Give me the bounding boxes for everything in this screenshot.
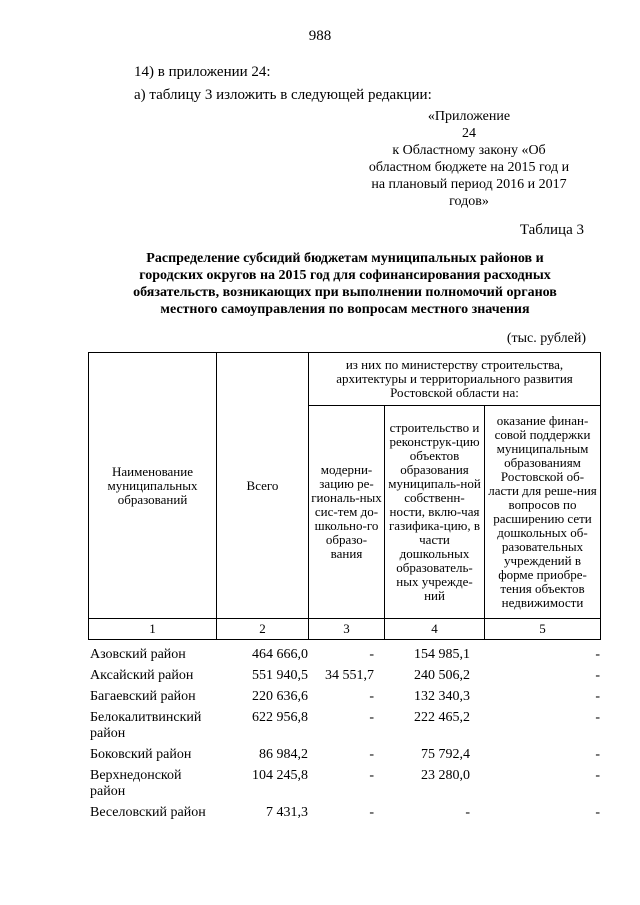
row-total: 7 431,3 <box>266 805 308 820</box>
row-construction: 240 506,2 <box>414 668 470 683</box>
row-financial-support: - <box>595 668 600 683</box>
row-total: 104 245,8 <box>252 768 308 783</box>
appendix-line: на плановый период 2016 и 2017 <box>371 177 567 192</box>
row-financial-support: - <box>595 647 600 662</box>
row-name: Азовский район <box>90 647 186 662</box>
row-total: 551 940,5 <box>252 668 308 683</box>
title-line: Распределение субсидий бюджетам муниципальных районов и <box>146 251 544 266</box>
appendix-reference <box>356 108 582 210</box>
header-modernization: модерни-зацию ре-гиональ-ных сис-тем до-школьно-го образо-вания <box>309 406 385 619</box>
row-name: Аксайский район <box>90 668 194 683</box>
table-row <box>88 647 600 668</box>
row-name: Верхнедонской район <box>90 768 182 799</box>
row-modernization: - <box>369 768 374 783</box>
table-row <box>88 805 600 826</box>
row-modernization: - <box>369 689 374 704</box>
row-modernization: - <box>369 805 374 820</box>
column-number: 2 <box>217 619 309 640</box>
row-name: Багаевский район <box>90 689 196 704</box>
row-construction: 132 340,3 <box>414 689 470 704</box>
row-total: 86 984,2 <box>259 747 308 762</box>
table-row <box>88 689 600 710</box>
row-construction: 222 465,2 <box>414 710 470 725</box>
column-number: 4 <box>385 619 485 640</box>
row-name: Веселовский район <box>90 805 206 820</box>
appendix-line: к Областному закону «Об <box>392 143 546 158</box>
header-ministry-group: из них по министерству строительства, архитектуры и территориального развития Ростовской области на: <box>309 353 601 406</box>
column-number: 3 <box>309 619 385 640</box>
row-financial-support: - <box>595 805 600 820</box>
row-construction: 23 280,0 <box>421 768 470 783</box>
appendix-line: годов» <box>449 194 489 209</box>
table-label: Таблица 3 <box>519 222 584 238</box>
header-municipality: Наименование муниципальных образований <box>89 353 217 619</box>
row-name: Боковский район <box>90 747 192 762</box>
row-modernization: 34 551,7 <box>325 668 374 683</box>
appendix-line: «Приложение <box>427 109 511 124</box>
row-modernization: - <box>369 710 374 725</box>
row-construction: 75 792,4 <box>421 747 470 762</box>
page-number: 988 <box>308 28 332 44</box>
row-construction: - <box>465 805 470 820</box>
row-total: 464 666,0 <box>252 647 308 662</box>
row-financial-support: - <box>595 710 600 725</box>
table-row <box>88 768 600 805</box>
table-row <box>88 747 600 768</box>
row-construction: 154 985,1 <box>414 647 470 662</box>
appendix-line: областном бюджете на 2015 год и <box>368 160 570 175</box>
header-total: Всего <box>217 353 309 619</box>
header-construction: строительство и реконструк-цию объектов образования муниципаль-ной собственн-ности, вклю-чая газифика-цию, в части дошкольных образователь-ных учрежде-ний <box>385 406 485 619</box>
amendment-paragraph-14: 14) в приложении 24: <box>134 64 271 80</box>
header-financial-support: оказание финан-совой поддержки муниципальным образованиям Ростовской об-ласти для реше-ния вопросов по расширению сети дошкольных об-разовательных учреждений в форме приобре-тения объектов недвижимости <box>485 406 601 619</box>
table-body <box>88 647 600 826</box>
table-row <box>88 710 600 747</box>
row-financial-support: - <box>595 747 600 762</box>
row-name: Белокалитвинский район <box>90 710 202 741</box>
row-total: 220 636,6 <box>252 689 308 704</box>
appendix-line: 24 <box>462 126 476 141</box>
row-financial-support: - <box>595 689 600 704</box>
units-label: (тыс. рублей) <box>506 331 586 346</box>
amendment-subparagraph-a: а) таблицу 3 изложить в следующей редакции: <box>134 87 432 103</box>
table-header <box>88 352 601 640</box>
column-number: 5 <box>485 619 601 640</box>
title-line: местного самоуправления по вопросам местного значения <box>160 302 530 317</box>
row-total: 622 956,8 <box>252 710 308 725</box>
title-line: городских округов на 2015 год для софинансирования расходных <box>139 268 551 283</box>
table-row <box>88 668 600 689</box>
title-line: обязательств, возникающих при выполнении полномочий органов <box>133 285 557 300</box>
row-modernization: - <box>369 747 374 762</box>
table-title <box>100 250 590 318</box>
row-modernization: - <box>369 647 374 662</box>
column-number: 1 <box>89 619 217 640</box>
row-financial-support: - <box>595 768 600 783</box>
